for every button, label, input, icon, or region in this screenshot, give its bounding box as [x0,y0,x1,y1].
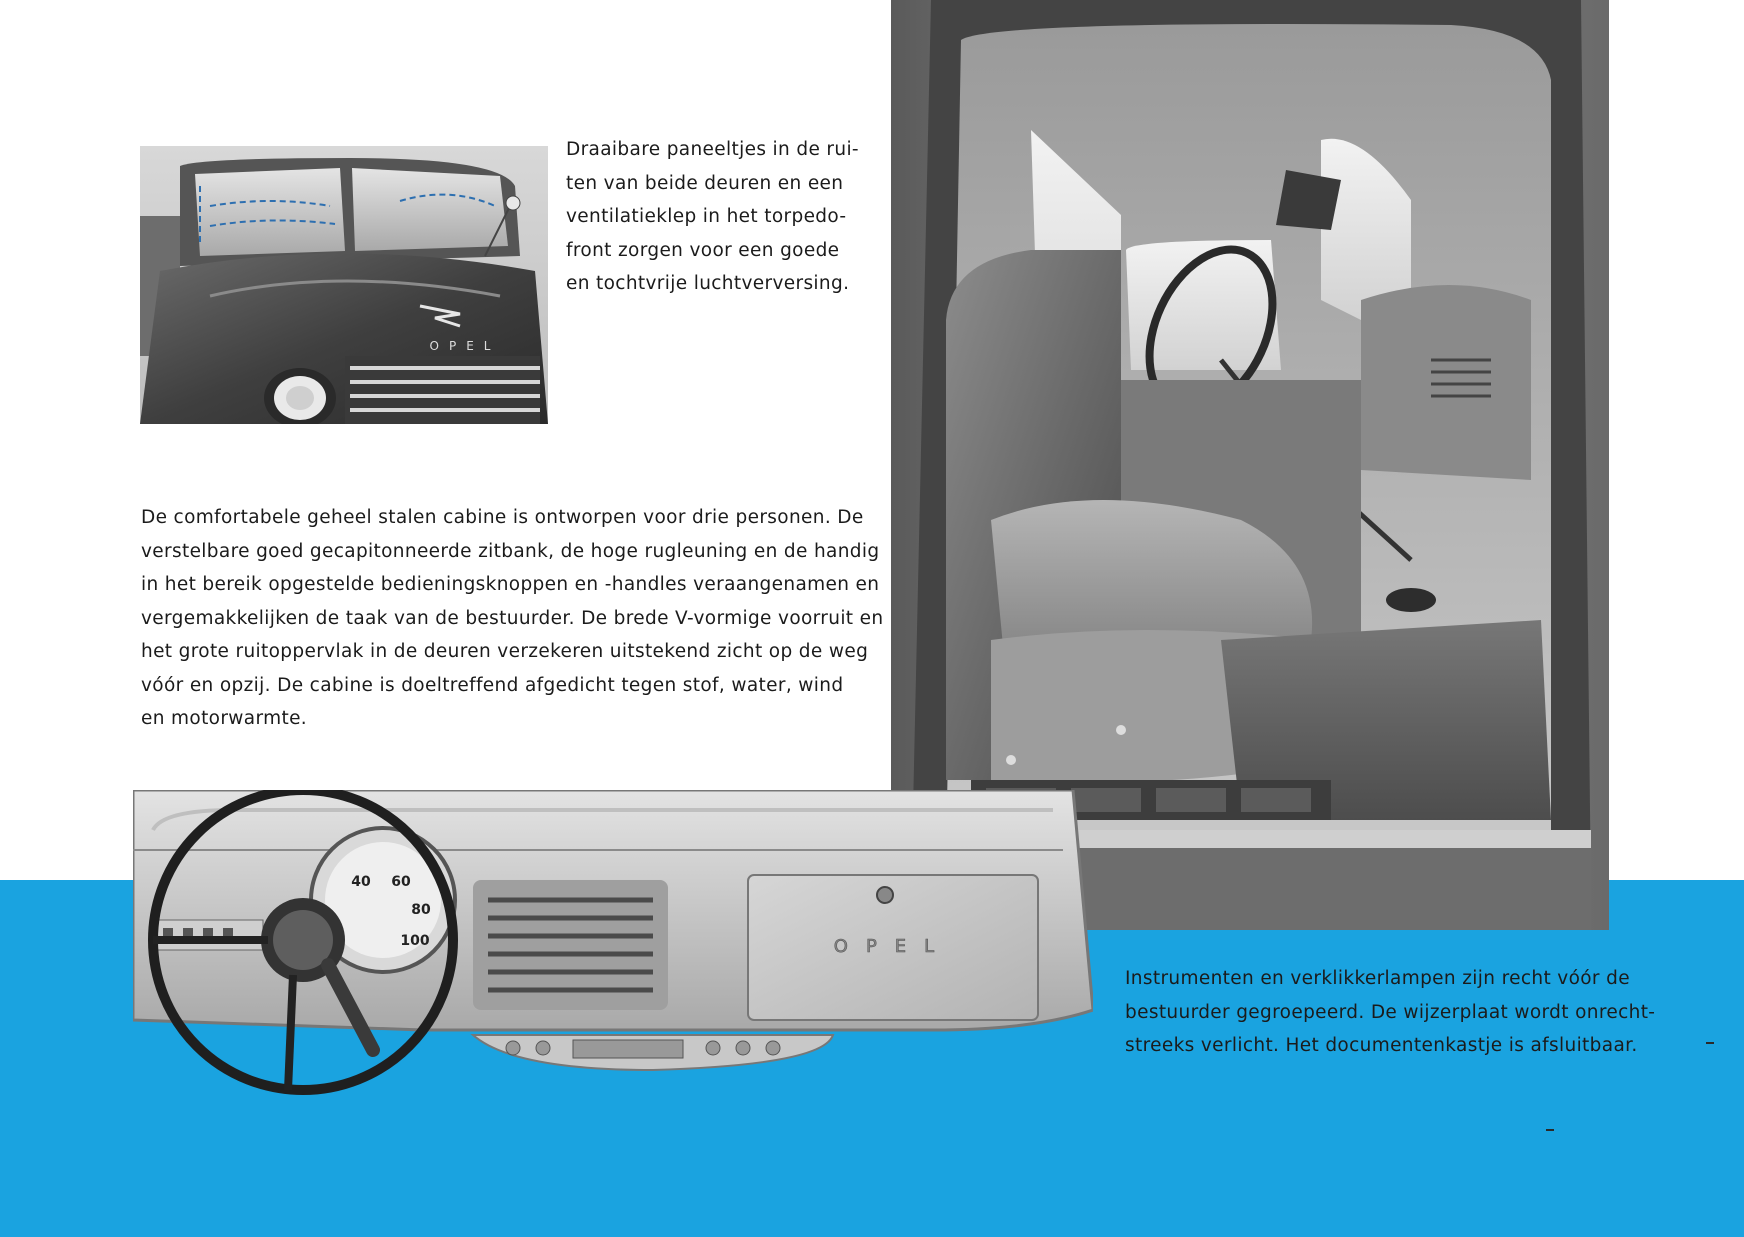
cabin-description-line: en motorwarmte. [141,708,308,729]
ventilation-caption-line: ten van beide deuren en een [566,172,844,194]
ventilation-caption-line: ventilatieklep in het torpedo- [566,206,847,227]
instrument-caption [1125,962,1715,1063]
cabin-description-line: het grote ruitoppervlak in de deuren verzekeren uitstekend zicht op de weg [141,641,869,662]
ventilation-caption [566,133,859,301]
speedometer-number: 100 [400,933,430,949]
instrument-caption-line: streeks verlicht. Het documentenkastje is afsluitbaar. [1125,1035,1638,1056]
registration-mark [1546,1129,1554,1131]
ventilation-caption-line: en tochtvrije luchtverversing. [566,273,850,294]
speedometer-number: 40 [351,874,371,890]
registration-mark [1706,1042,1714,1044]
ventilation-caption-line: Draaibare paneeltjes in de rui- [566,139,859,160]
instrument-caption-line: bestuurder gegroepeerd. De wijzerplaat wordt onrecht- [1125,1001,1656,1023]
ventilation-caption-line: front zorgen voor een goede [566,239,840,261]
cabin-description-line: De comfortabele geheel stalen cabine is ontworpen voor drie personen. De [141,507,864,528]
cabin-description-paragraph [141,501,884,736]
cabin-description-line: in het bereik opgestelde bedieningsknoppen en -handles veraangenamen en [141,574,880,595]
speedometer-number: 60 [391,874,411,890]
truck-badge-text: OPEL [429,339,501,353]
cabin-description-line: vergemakkelijken de taak van de bestuurder. De brede V-vormige voorruit en [141,607,884,629]
glovebox-badge-text: OPEL [833,936,953,957]
cabin-description-line: verstelbare goed gecapitonneerde zitbank, de hoge rugleuning en de handig [141,540,880,562]
cabin-description-line: vóór en opzij. De cabine is doeltreffend afgedicht tegen stof, water, wind [141,674,844,696]
truck-front-photo [140,146,548,424]
instrument-caption-line: Instrumenten en verklikkerlampen zijn recht vóór de [1125,968,1630,989]
speedometer-number: 80 [411,902,431,918]
dashboard-photo [133,790,1093,1130]
